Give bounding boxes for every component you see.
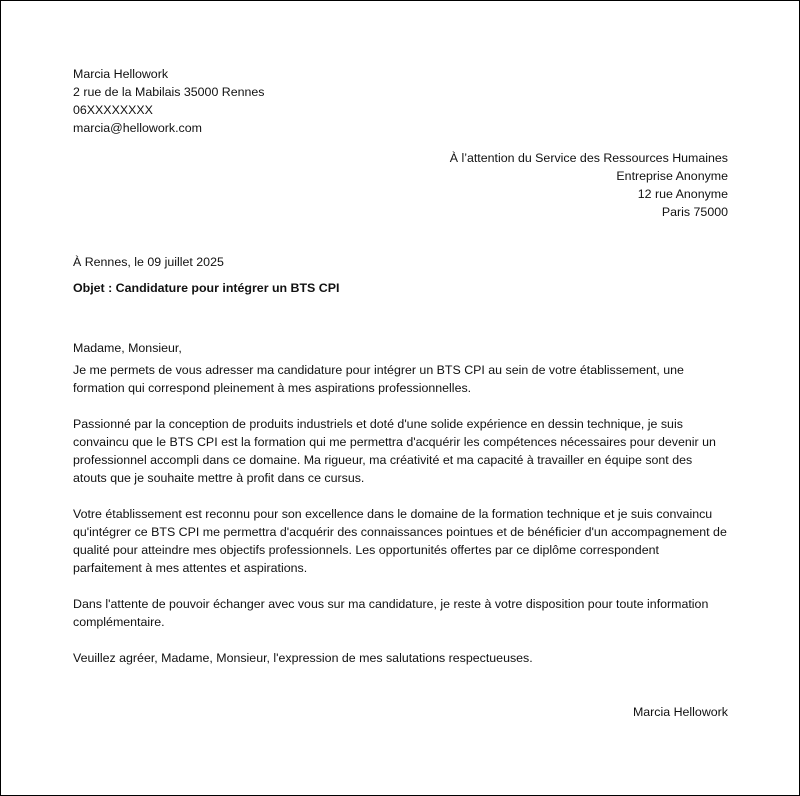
sender-block	[73, 65, 728, 137]
recipient-street: 12 rue Anonyme	[637, 187, 728, 201]
subject-line: Objet : Candidature pour intégrer un BTS CPI	[73, 281, 340, 295]
body-paragraph: Votre établissement est reconnu pour son excellence dans le domaine de la formation technique et je suis convaincu qu'intégrer ce BTS CPI me permettra d'acquérir des connaissances pointues et de bénéficier d'un accompagnement de qualité pour atteindre mes objectifs professionnels. Les opportunités offertes par ce diplôme correspondent parfaitement à mes attentes et aspirations.	[73, 507, 727, 575]
recipient-company: Entreprise Anonyme	[616, 169, 728, 183]
recipient-attention: À l’attention du Service des Ressources Humaines	[449, 151, 728, 165]
date-line: À Rennes, le 09 juillet 2025	[73, 255, 224, 269]
sender-email: marcia@hellowork.com	[73, 121, 202, 135]
sender-phone: 06XXXXXXXX	[73, 103, 153, 117]
letter-content	[73, 65, 728, 721]
body-paragraph: Dans l'attente de pouvoir échanger avec vous sur ma candidature, je reste à votre disposition pour toute information complémentaire.	[73, 597, 709, 629]
closing-paragraph: Veuillez agréer, Madame, Monsieur, l'expression de mes salutations respectueuses.	[73, 651, 533, 665]
signature: Marcia Hellowork	[632, 705, 728, 719]
body-paragraph: Passionné par la conception de produits industriels et doté d'une solide expérience en dessin technique, je suis convaincu que le BTS CPI est la formation qui me permettra d'acquérir les compétences nécessaires pour devenir un professionnel accompli dans ce domaine. Ma rigueur, ma créativité et ma capacité à travailler en équipe sont des atouts que je souhaite mettre à profit dans ce cursus.	[73, 417, 716, 485]
sender-address: 2 rue de la Mabilais 35000 Rennes	[73, 85, 265, 99]
recipient-block	[73, 149, 728, 221]
body-paragraph: Je me permets de vous adresser ma candidature pour intégrer un BTS CPI au sein de votre établissement, une formation qui correspond pleinement à mes aspirations professionnelles.	[73, 363, 684, 395]
recipient-city: Paris 75000	[661, 205, 728, 219]
salutation: Madame, Monsieur,	[73, 341, 182, 355]
letter-body	[73, 361, 728, 667]
sender-name: Marcia Hellowork	[73, 67, 169, 81]
